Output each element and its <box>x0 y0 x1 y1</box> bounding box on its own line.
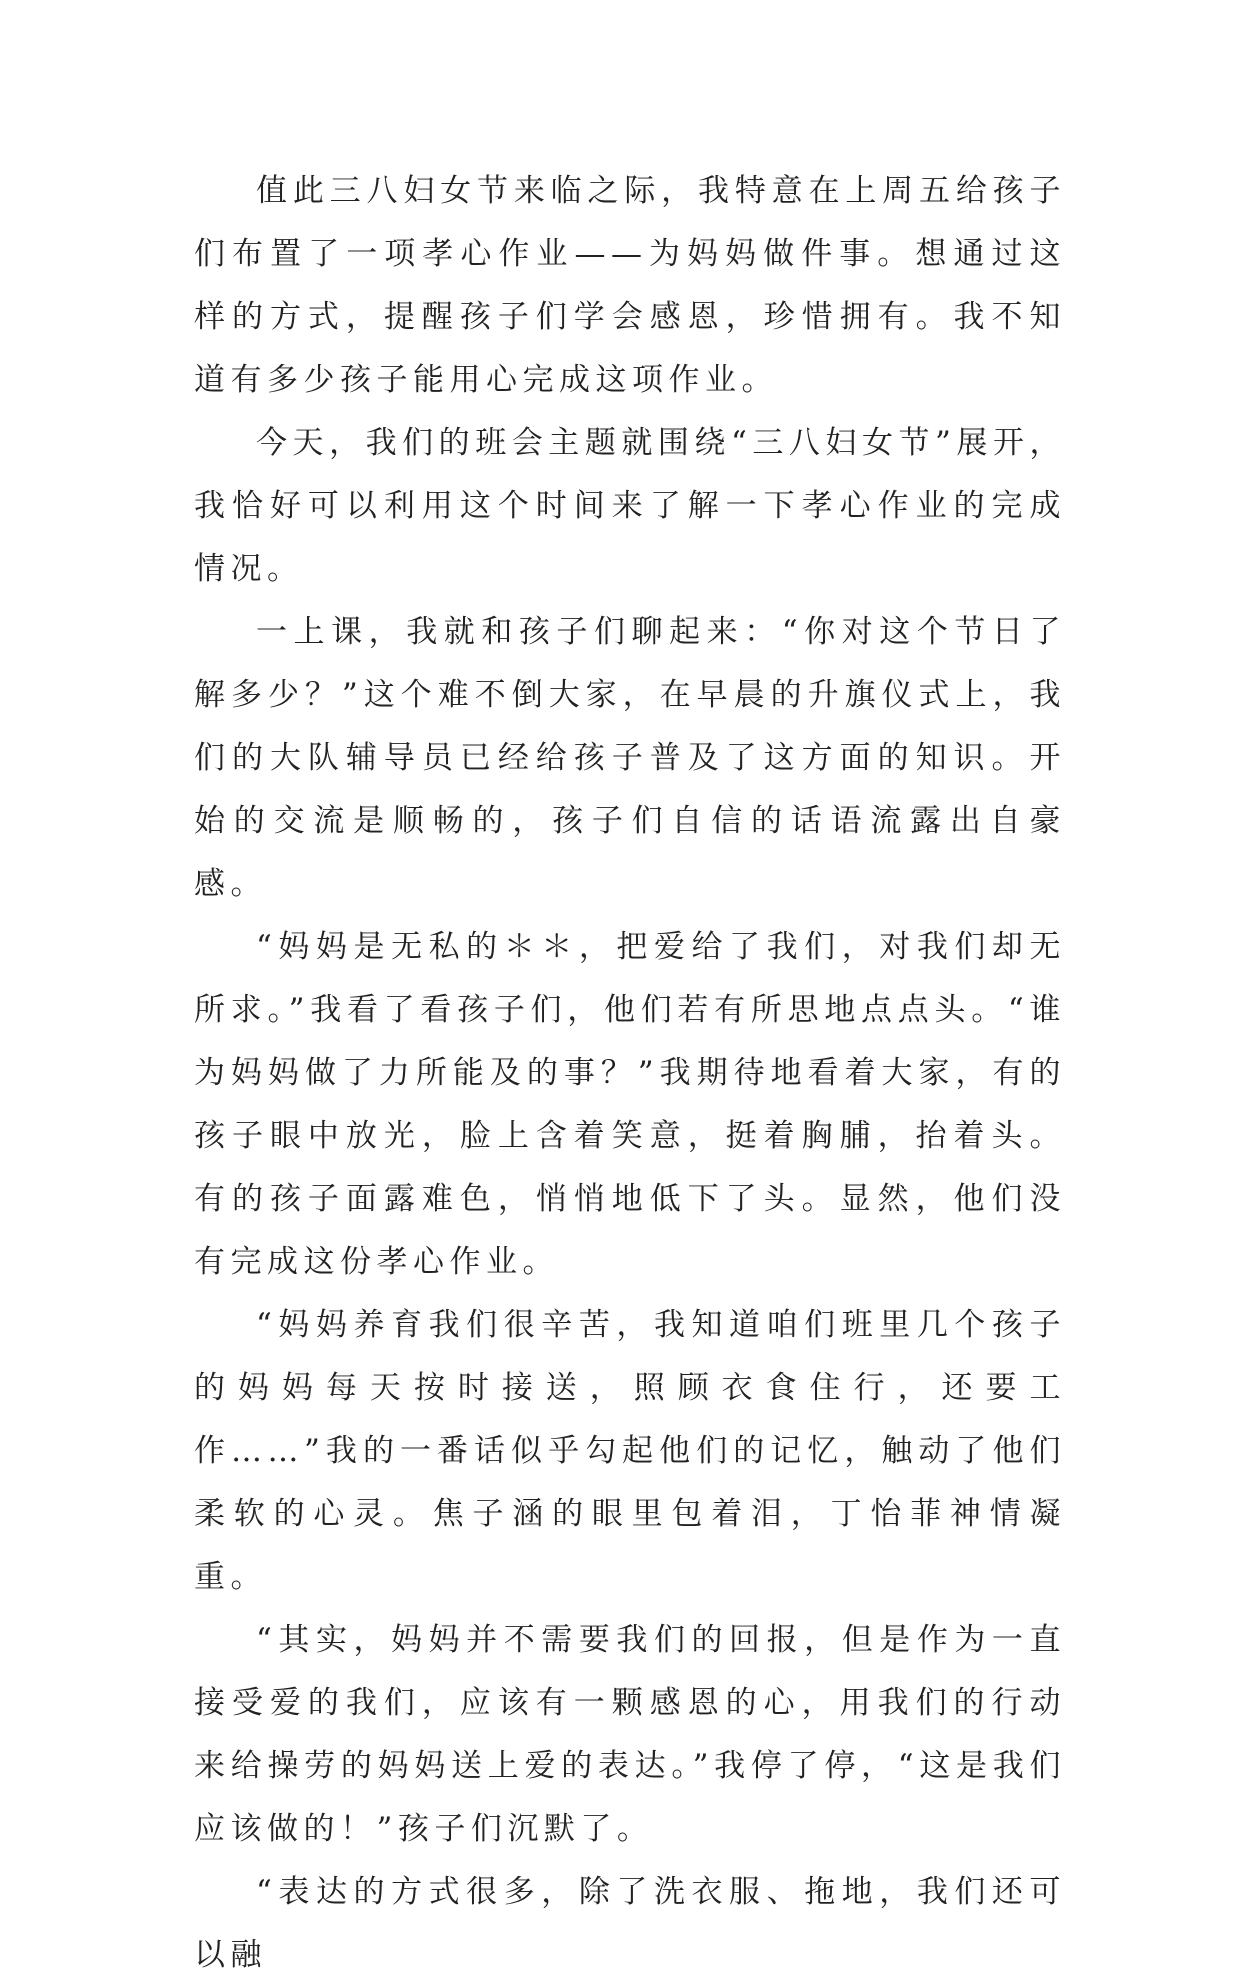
paragraph: “妈妈是无私的＊＊，把爱给了我们，对我们却无所求。”我看了看孩子们，他们若有所思地点点头。“谁为妈妈做了力所能及的事？”我期待地看着大家，有的孩子眼中放光，脸上含着笑意，挺着胸脯，抬着头。有的孩子面露难色，悄悄地低下了头。显然，他们没有完成这份孝心作业。 <box>194 929 1066 1280</box>
paragraph: 今天，我们的班会主题就围绕“三八妇女节”展开，我恰好可以利用这个时间来了解一下孝心作业的完成情况。 <box>194 425 1066 587</box>
paragraph: 一上课，我就和孩子们聊起来：“你对这个节日了解多少？”这个难不倒大家，在早晨的升旗仪式上，我们的大队辅导员已经给孩子普及了这方面的知识。开始的交流是顺畅的，孩子们自信的话语流露出自豪感。 <box>194 614 1066 902</box>
document-body <box>194 160 1066 1987</box>
paragraph: “表达的方式很多，除了洗衣服、拖地，我们还可以融 <box>194 1874 1066 1973</box>
paragraph: “妈妈养育我们很辛苦，我知道咱们班里几个孩子的妈妈每天按时接送，照顾衣食住行，还要工作……”我的一番话似乎勾起他们的记忆，触动了他们柔软的心灵。焦子涵的眼里包着泪，丁怡菲神情凝重。 <box>194 1307 1066 1595</box>
paragraph: 值此三八妇女节来临之际，我特意在上周五给孩子们布置了一项孝心作业——为妈妈做件事。想通过这样的方式，提醒孩子们学会感恩，珍惜拥有。我不知道有多少孩子能用心完成这项作业。 <box>194 173 1066 398</box>
paragraph: “其实，妈妈并不需要我们的回报，但是作为一直接受爱的我们，应该有一颗感恩的心，用我们的行动来给操劳的妈妈送上爱的表达。”我停了停，“这是我们应该做的！”孩子们沉默了。 <box>194 1622 1066 1847</box>
